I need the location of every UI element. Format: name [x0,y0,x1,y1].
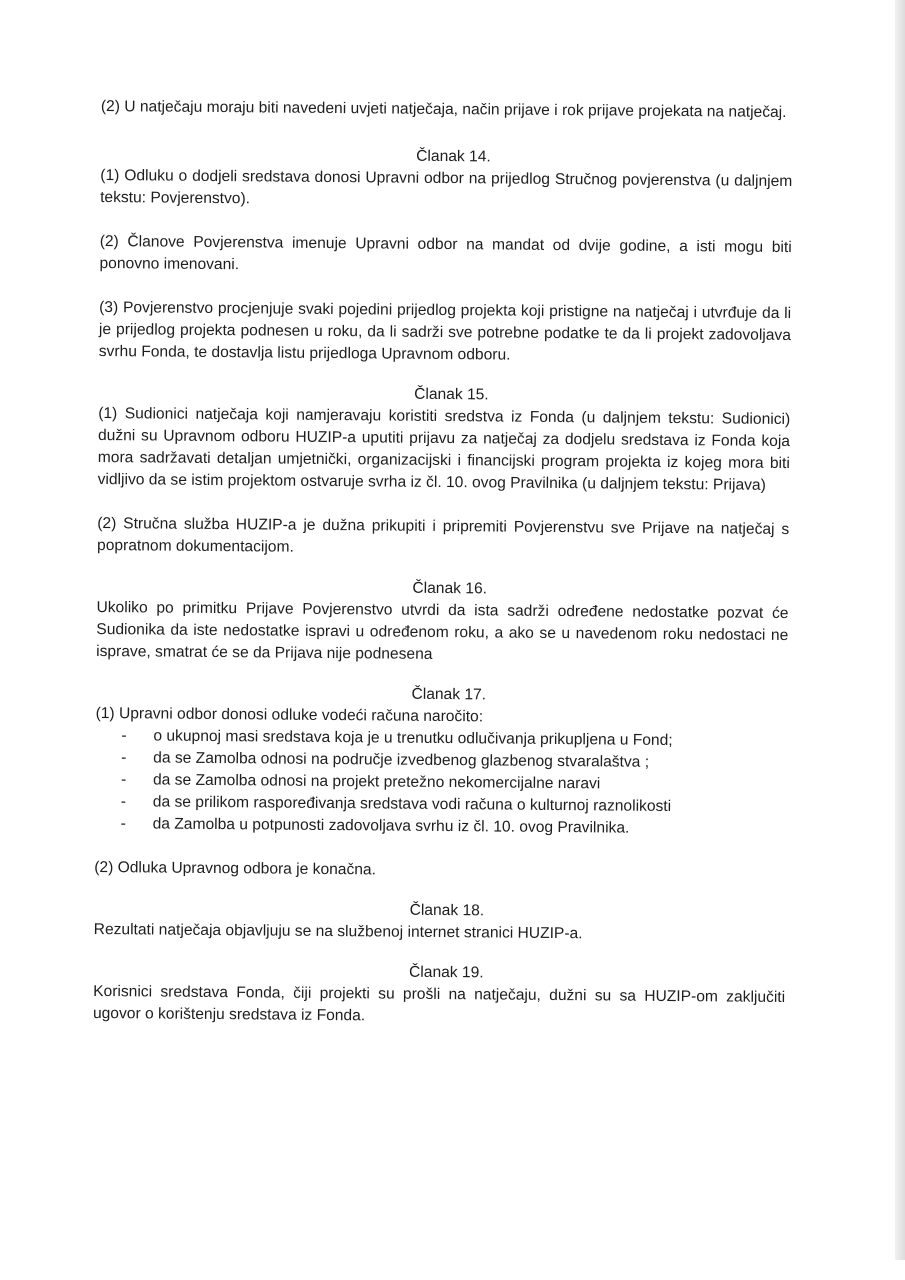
article-18-heading: Članak 18. [409,901,485,920]
list-item [95,813,787,841]
article-15-paragraph-2: (2) Stručna služba HUZIP-a je dužna prikupiti i pripremiti Povjerenstvu sve Prijave na natječaj s popratnom dokumentacijom. [97,514,790,556]
article-17-criteria-list [95,725,788,841]
list-dash: - [120,793,127,811]
article-15-heading: Članak 15. [414,385,489,404]
article-14-paragraph-1: (1) Odluku o dodjeli sredstava donosi Upravni odbor na prijedlog Stručnog povjerenstva (u daljnjem tekstu: Povjerenstvo). [100,166,793,208]
article-18-paragraph: Rezultati natječaja objavljuju se na službenoj internet stranici HUZIP-a. [93,920,583,943]
article-17-paragraph-2: (2) Odluka Upravnog odbora je konačna. [94,858,377,879]
scan-edge-shadow [895,0,905,1260]
list-item-text: da se prilikom raspoređivanja sredstava vodi računa o kulturnoj raznolikosti [152,793,672,816]
article-15-paragraph-1: (1) Sudionici natječaja koji namjeravaju koristiti sredstva iz Fonda (u daljnjem tekstu: Sudionici) dužni su Upravnom odboru HUZIP-a uputiti prijavu za natječaj za dodjelu sredstava iz Fonda koja mora sadržavati detaljan umjetnički, organizacijski i financijski program projekta iz kojeg mora biti vidljivo da se istim projektom ostvaruje svrha iz čl. 10. ovog Pravilnika (u daljnjem tekstu: Prijava) [97,404,791,494]
article-19-heading: Članak 19. [409,963,484,982]
article-16-heading: Članak 16. [412,579,488,598]
article-13-paragraph-2: (2) U natječaju moraju biti navedeni uvjeti natječaja, način prijave i rok prijave projekata na natječaj. [100,97,787,121]
list-item-text: o ukupnoj masi sredstava koja je u trenutku odlučivanja prikupljena u Fond; [153,727,673,750]
article-14-paragraph-3: (3) Povjerenstvo procjenjuje svaki pojedini prijedlog projekta koji pristigne na natječaj i utvrđuje da li je prijedlog projekta podnesen u roku, da li sadrži sve potrebne podatke te da li projekt zadovoljava svrhu Fonda, te dostavlja listu prijedloga Upravnom odboru. [98,298,792,364]
list-item-text: da se Zamolba odnosi na područje izvedbenog glazbenog stvaralaštva ; [153,749,650,771]
article-16-paragraph: Ukoliko po primitku Prijave Povjerenstvo utvrdi da ista sadrži određene nedostatke pozvat će Sudionika da iste nedostatke ispravi u određenom roku, a ako se u navedenom roku nedostaci ne isprave, smatrat će se da Prijava nije podnesena [96,598,789,663]
document-page [93,96,793,1031]
list-dash: - [120,815,126,833]
list-dash: - [121,727,127,745]
list-item-text: da se Zamolba odnosi na projekt pretežno nekomercijalne naravi [152,771,601,793]
article-19-paragraph: Korisnici sredstava Fonda, čiji projekti su prošli na natječaju, dužni su sa HUZIP-om zaključiti ugovor o korištenju sredstava iz Fonda. [92,982,786,1025]
article-14-paragraph-2: (2) Članove Povjerenstva imenuje Upravni odbor na mandat od dvije godine, a isti mogu biti ponovno imenovani. [99,232,792,274]
list-dash: - [120,771,127,789]
article-17-paragraph-1: (1) Upravni odbor donosi odluke vodeći računa naročito: [95,704,484,726]
article-17-heading: Članak 17. [411,685,487,704]
article-14-heading: Članak 14. [416,147,491,166]
list-dash: - [121,749,127,767]
list-item-text: da Zamolba u potpunosti zadovoljava svrhu iz čl. 10. ovog Pravilnika. [152,815,630,837]
